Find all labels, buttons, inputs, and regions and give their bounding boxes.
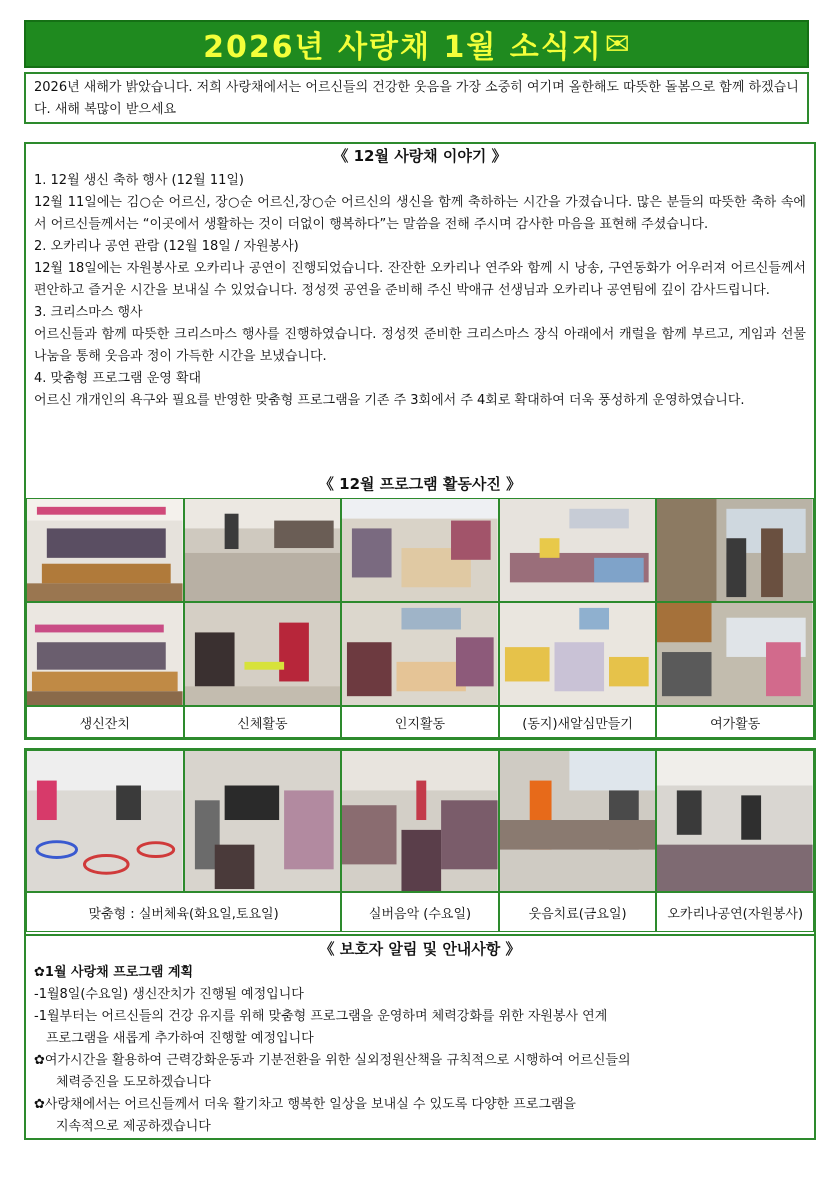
photo-physical-2 xyxy=(184,602,342,706)
story-item-title: 4. 맞춤형 프로그램 운영 확대 xyxy=(34,371,202,386)
photo-physical-1 xyxy=(184,498,342,602)
flower-icon: ✿ xyxy=(34,1097,45,1112)
program-photo-grid xyxy=(26,750,814,932)
envelope-icon: ✉ xyxy=(604,26,630,62)
notice-line: 체력증진을 도모하겠습니다 xyxy=(56,1075,211,1090)
plan-title: 1월 사랑채 프로그램 계획 xyxy=(44,965,194,980)
program-caption: 웃음치료(금요일) xyxy=(499,892,657,932)
photo-dongji-1 xyxy=(499,498,657,602)
page-title: 2026년 사랑채 1월 소식지 xyxy=(203,30,603,65)
photo-leisure-2 xyxy=(656,602,814,706)
photo-birthday-2 xyxy=(26,602,184,706)
photo-cognitive-2 xyxy=(341,602,499,706)
photo-laughter-therapy xyxy=(499,750,657,892)
newsletter-title-bar xyxy=(24,20,809,68)
flower-icon: ✿ xyxy=(34,965,45,980)
notice-text xyxy=(26,962,814,1138)
december-story-section xyxy=(24,142,816,740)
story-item-title: 1. 12월 생신 축하 행사 (12월 11일) xyxy=(34,173,244,188)
notice-section xyxy=(24,748,816,1140)
photo-silver-sports-2 xyxy=(184,750,342,892)
photo-caption: 생신잔치 xyxy=(26,706,184,738)
story-body xyxy=(26,168,814,412)
photo-leisure-1 xyxy=(656,498,814,602)
photos-heading: 《 12월 프로그램 활동사진 》 xyxy=(318,475,522,493)
notice-line: 지속적으로 제공하겠습니다 xyxy=(56,1119,211,1134)
notice-line: -1월부터는 어르신들의 건강 유지를 위해 맞춤형 프로그램을 운영하며 체력강화를 위한 자원봉사 연계 xyxy=(34,1009,608,1024)
photo-caption: (동지)새알심만들기 xyxy=(499,706,657,738)
story-item-body: 어르신 개개인의 욕구와 필요를 반영한 맞춤형 프로그램을 기존 주 3회에서 주 4회로 확대하여 더욱 풍성하게 운영하였습니다. xyxy=(34,393,745,408)
flower-icon: ✿ xyxy=(34,1053,45,1068)
story-item-title: 3. 크리스마스 행사 xyxy=(34,305,143,320)
photo-caption: 신체활동 xyxy=(184,706,342,738)
notice-line: 여가시간을 활용하여 근력강화운동과 기분전환을 위한 실외정원산책을 규칙적으로 시행하여 어르신들의 xyxy=(44,1053,631,1068)
photo-silver-sports-1 xyxy=(26,750,184,892)
story-item-body: 어르신들과 함께 따뜻한 크리스마스 행사를 진행하였습니다. 정성껏 준비한 크리스마스 장식 아래에서 캐럴을 함께 부르고, 게임과 선물 나눔을 통해 웃음과 정이 가득한 시간을 보냈습니다. xyxy=(34,327,806,364)
photo-cognitive-1 xyxy=(341,498,499,602)
story-item-body: 12월 18일에는 자원봉사로 오카리나 공연이 진행되었습니다. 잔잔한 오카리나 연주와 함께 시 낭송, 구연동화가 어우러져 어르신들께서 편안하고 즐거운 시간을 보내실 수 있었습니다. 정성껏 공연을 준비해 주신 박애규 선생님과 오카리나 공연팀에 깊이 감사드립니다. xyxy=(34,261,806,298)
program-caption: 실버음악 (수요일) xyxy=(341,892,499,932)
program-caption: 오카리나공연(자원봉사) xyxy=(656,892,814,932)
notice-heading: 《 보호자 알림 및 안내사항 》 xyxy=(26,934,814,960)
story-heading: 《 12월 사랑채 이야기 》 xyxy=(333,147,507,165)
photo-caption: 인지활동 xyxy=(341,706,499,738)
notice-line: -1월8일(수요일) 생신잔치가 진행될 예정입니다 xyxy=(34,987,304,1002)
photo-silver-music xyxy=(341,750,499,892)
activity-photo-grid xyxy=(26,498,814,738)
photo-dongji-2 xyxy=(499,602,657,706)
intro-text: 2026년 새해가 밝았습니다. 저희 사랑채에서는 어르신들의 건강한 웃음을 가장 소중히 여기며 올한해도 따뜻한 돌봄으로 함께 하겠습니다. 새해 복많이 받으세요 xyxy=(34,80,799,117)
notice-line: 사랑채에서는 어르신들께서 더욱 활기차고 행복한 일상을 보내실 수 있도록 다양한 프로그램을 xyxy=(44,1097,576,1112)
photo-birthday-1 xyxy=(26,498,184,602)
notice-line: 프로그램을 새롭게 추가하여 진행할 예정입니다 xyxy=(46,1031,314,1046)
story-item-title: 2. 오카리나 공연 관람 (12월 18일 / 자원봉사) xyxy=(34,239,299,254)
program-caption: 맞춤형 : 실버체육(화요일,토요일) xyxy=(26,892,341,932)
photo-caption: 여가활동 xyxy=(656,706,814,738)
intro-box xyxy=(24,72,809,124)
story-item-body: 12월 11일에는 김○순 어르신, 장○순 어르신,장○순 어르신의 생신을 함께 축하하는 시간을 가졌습니다. 많은 분들의 따뜻한 축하 속에서 어르신들께서는 “이곳에서 생활하는 것이 더없이 행복하다”는 말씀을 전해 주시며 감사한 마음을 표현해 주셨습니다. xyxy=(34,195,806,232)
photo-ocarina-performance xyxy=(656,750,814,892)
